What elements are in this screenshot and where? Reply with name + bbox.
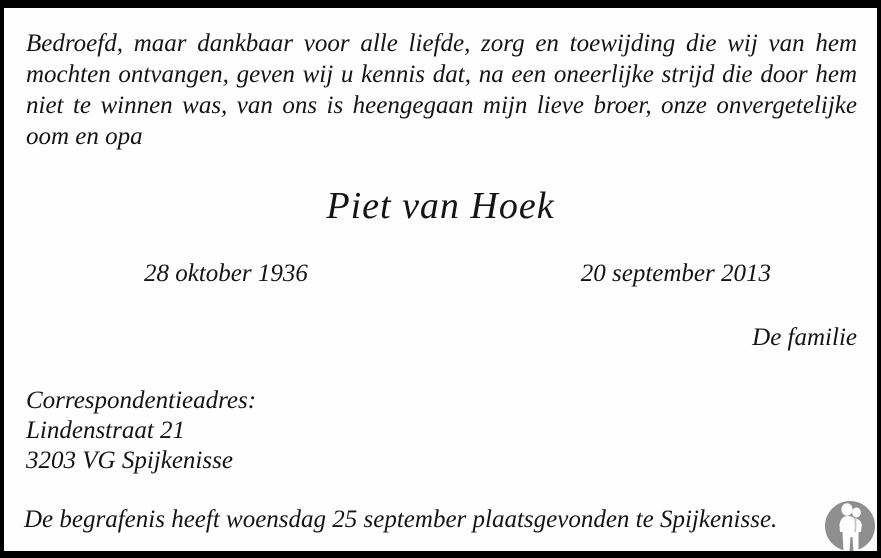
funeral-note: De begrafenis heeft woensdag 25 september plaatsgevonden te Spijkenisse. <box>24 506 778 533</box>
correspondence-city: 3203 VG Spijkenisse <box>26 447 233 474</box>
embracing-figures-icon <box>825 498 875 553</box>
intro-text: Bedroefd, maar dankbaar voor alle liefde, zorg en toewijding die wij van hem mochten ontvangen, geven wij u kennis dat, na een oneerlijke strijd die door hem niet te winnen was, van ons is heengegaan mijn lieve broer, onze onvergetelijke oom en opa <box>26 30 857 150</box>
correspondence-label: Correspondentieadres: <box>26 387 257 414</box>
death-date: 20 september 2013 <box>580 260 771 287</box>
deceased-name: Piet van Hoek <box>326 185 555 227</box>
correspondence-address <box>26 386 256 476</box>
life-dates <box>144 260 771 288</box>
birth-date: 28 oktober 1936 <box>144 260 308 287</box>
signature-family: De familie <box>752 324 857 351</box>
correspondence-street: Lindenstraat 21 <box>26 417 186 444</box>
